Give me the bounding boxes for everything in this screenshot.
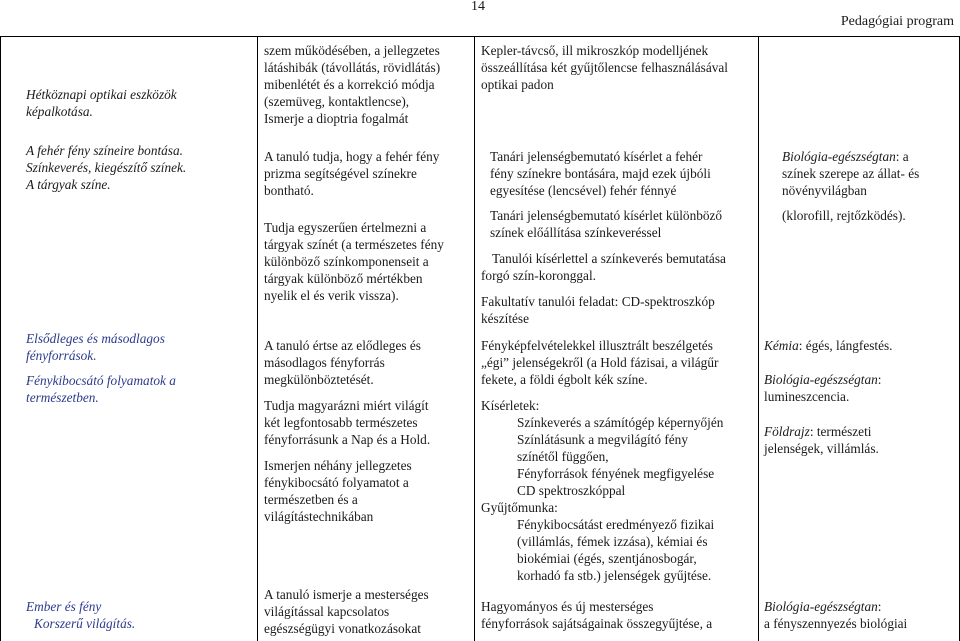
- list-item: biokémiai (égés, szentjánosbogár,: [517, 551, 697, 566]
- req-object-colours: Tudja egyszerűen értelmezni a tárgyak színét (a természetes fény különböző színkomponenseit a tárgyak különböző mértékben nyelik el és verik vissza).: [264, 220, 444, 303]
- list-item: Színkeverés a számítógép képernyőjén: [517, 415, 724, 430]
- list-item: Színlátásunk a megvilágító fény: [517, 432, 688, 447]
- list-item: CD spektroszkóppal: [517, 483, 626, 498]
- topic-light-sources: Elsődleges és másodlagos fényforrások.: [26, 331, 165, 363]
- activity-light-sources-collection: Hagyományos és új mesterséges fényforrások sajátságainak összegyűjtése, a: [481, 599, 713, 631]
- crossref-geography: Földrajz: természeti jelenségek, villámlás.: [764, 424, 879, 456]
- collection-label: Gyűjtőmunka:: [481, 500, 558, 515]
- crossref-biology-light-pollution: Biológia-egészségtan: a fényszennyezés biológiai: [764, 599, 908, 631]
- activity-photo-discussion: Fényképfelvételekkel illusztrált beszélgetés „égi” jelenségekről (a Hold fázisai, a világűr fekete, a földi égbolt kék színe.: [481, 338, 719, 387]
- column-divider-2: [474, 36, 475, 641]
- activity-kepler-telescope: Kepler-távcső, ill mikroszkóp modelljének összeállítása két gyűjtőlencse felhasználásával optikai padon: [481, 43, 728, 92]
- crossref-chemistry: Kémia: égés, lángfestés.: [764, 338, 893, 353]
- list-item: korhadó fa stb.) jelenségek gyűjtése.: [517, 568, 712, 583]
- column-divider-1: [257, 36, 258, 641]
- topic-white-light: A fehér fény színeire bontása. Színkeverés, kiegészítő színek. A tárgyak színe.: [26, 143, 187, 192]
- activity-cd-spectroscope: Fakultatív tanulói feladat: CD-spektroszkóp készítése: [481, 294, 715, 326]
- crossref-biology-colours-cont: (klorofill, rejtőzködés).: [782, 208, 906, 223]
- topic-light-emission: Fénykibocsátó folyamatok a természetben.: [26, 373, 176, 405]
- column-divider-3: [758, 36, 759, 641]
- topic-human-and-light: Ember és fény Korszerű világítás.: [26, 599, 136, 631]
- activity-experiments: [481, 397, 723, 584]
- crossref-biology-colours: Biológia-egészségtan: a színek szerepe az állat- és növényvilágban: [782, 149, 920, 198]
- table-top-border: [0, 36, 960, 37]
- list-item: színétől függően,: [517, 449, 609, 464]
- list-item: Fényforrások fényének megfigyelése: [517, 466, 715, 481]
- req-eye-function: szem működésében, a jellegzetes látáshibák (távollátás, rövidlátás) mibenlétét és a korrekció módja (szemüveg, kontaktlencse), Ismerje a dioptria fogalmát: [264, 43, 441, 126]
- table-border-left: [0, 36, 1, 641]
- activity-colour-wheel: Tanulói kísérlettel a színkeverés bemutatása forgó szín-koronggal.: [481, 251, 726, 283]
- experiments-label: Kísérletek:: [481, 398, 540, 413]
- req-white-light-prism: A tanuló tudja, hogy a fehér fény prizma segítségével színekre bontható.: [264, 149, 440, 198]
- req-sun-moon: Tudja magyarázni miért világít két legfontosabb természetes fényforrásunk a Nap és a Hold.: [264, 398, 431, 447]
- req-emission-processes: Ismerjen néhány jellegzetes fénykibocsátó folyamatot a természetben és a világítástechnikában: [264, 458, 412, 524]
- page-header-title: Pedagógiai program: [840, 14, 954, 29]
- activity-prism-demo: Tanári jelenségbemutató kísérlet a fehér fény színekre bontására, majd ezek újbóli egyesítése (lencsével) fehér fénnyé: [490, 149, 711, 198]
- topic-optical-devices: Hétköznapi optikai eszközök képalkotása.: [26, 87, 177, 119]
- req-artificial-lighting: A tanuló ismerje a mesterséges világítással kapcsolatos egészségügyi vonatkozásokat: [264, 587, 429, 636]
- activity-colour-mixing-demo: Tanári jelenségbemutató kísérlet különböző színek előállítása színkeveréssel: [490, 208, 723, 240]
- page-number: 14: [471, 0, 485, 14]
- list-item: Fénykibocsátást eredményező fizikai: [517, 517, 715, 532]
- crossref-biology-luminescence: Biológia-egészségtan: lumineszcencia.: [764, 372, 882, 404]
- list-item: (villámlás, fémek izzása), kémiai és: [517, 534, 708, 549]
- req-primary-secondary: A tanuló értse az elődleges és másodlagos fényforrás megkülönböztetését.: [264, 338, 421, 387]
